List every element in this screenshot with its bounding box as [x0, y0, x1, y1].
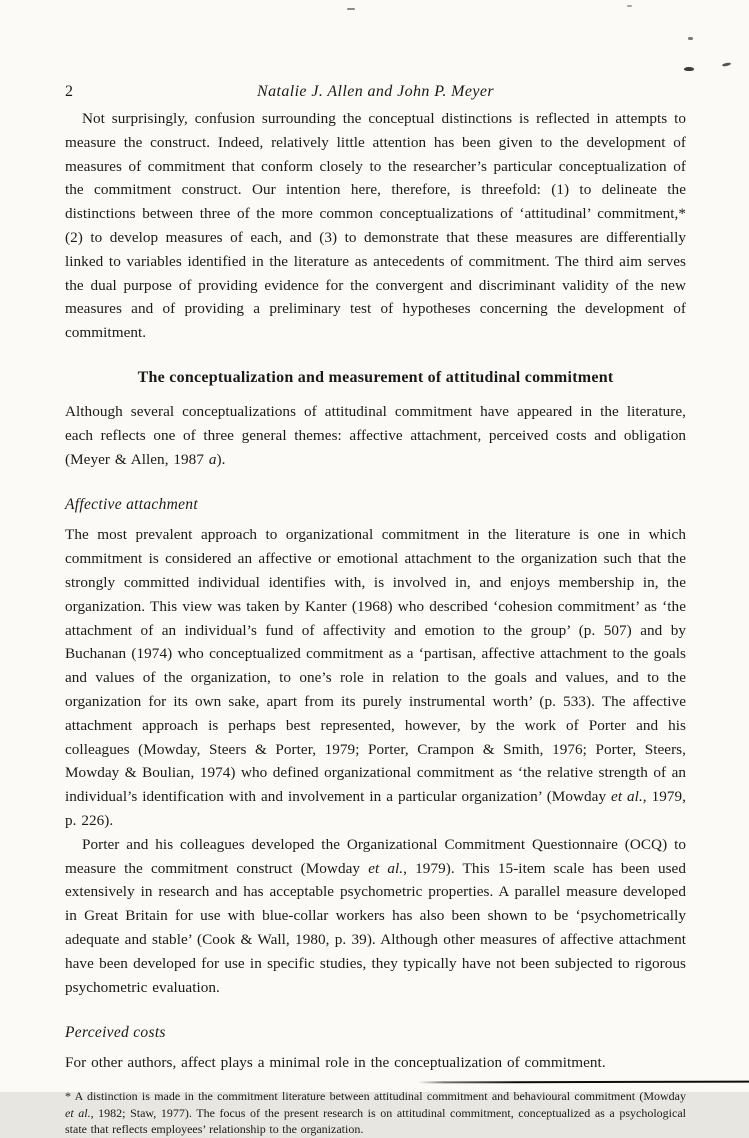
subheading-perceived-costs: Perceived costs [65, 1024, 166, 1042]
section-heading: The conceptualization and measurement of attitudinal commitment [137, 368, 614, 386]
scan-speck [688, 37, 693, 40]
scan-speck [684, 67, 694, 71]
scan-speck [627, 5, 632, 7]
footnote: * A distinction is made in the commitment literature between attitudinal commitment and behavioural commitment (Mowday et al., 1982; Staw, 1977). The focus of the present research is on attitudinal commitment, conceptualized as a psychological state that reflects employees’ relationship to the organization. [65, 1089, 686, 1137]
page-header [65, 0, 686, 102]
scan-edge-line [418, 1081, 749, 1084]
page-number: 2 [65, 83, 73, 100]
paragraph-overview: Although several conceptualizations of attitudinal commitment have appeared in the literature, each reflects one of three general themes: affective attachment, perceived costs and obligation (Meyer & Allen, 1987 a). [65, 402, 686, 468]
paragraph-intro: Not surprisingly, confusion surrounding the conceptual distinctions is reflected in attempts to measure the construct. Indeed, relatively little attention has been given to the development of measures of commitment that conform closely to the researcher’s particular conceptualization of the commitment construct. Our intention here, therefore, is threefold: (1) to delineate the distinctions between three of the more common conceptualizations of ‘attitudinal’ commitment,* (2) to develop measures of each, and (3) to demonstrate that these measures are differentially linked to variables identified in the literature as antecedents of commitment. The third aim serves the dual purpose of providing evidence for the convergent and discriminant validity of the new measures and of providing a preliminary test of hypotheses concerning the development of commitment. [65, 110, 686, 342]
running-head-title: Natalie J. Allen and John P. Meyer [257, 83, 494, 100]
subheading-affective-attachment: Affective attachment [65, 496, 198, 514]
paragraph-affective-1: The most prevalent approach to organizational commitment in the literature is one in which commitment is considered an affective or emotional attachment to the organization such that the strongly committed individual identifies with, is involved in, and enjoys membership in, the organization. This view was taken by Kanter (1968) who described ‘cohesion commitment’ as ‘the attachment of an individual’s fund of affectivity and emotion to the group’ (p. 507) and by Buchanan (1974) who conceptualized commitment as a ‘partisan, affective attachment to the goals and values of the organization, to one’s role in relation to the goals and values, and to the organization for its own sake, apart from its purely instrumental worth’ (p. 533). The affective attachment approach is perhaps best represented, however, by the work of Porter and his colleagues (Mowday, Steers & Porter, 1979; Porter, Crampon & Smith, 1976; Porter, Steers, Mowday & Boulian, 1974) who defined organizational commitment as ‘the relative strength of an individual’s identification with and involvement in a particular organization’ (Mowday et al., 1979, p. 226). [65, 526, 686, 829]
text-column [65, 0, 686, 1138]
scan-speck [722, 62, 731, 67]
scan-speck [347, 8, 355, 10]
paragraph-perceived: For other authors, affect plays a minimal role in the conceptualization of commitment. [65, 1054, 606, 1072]
paragraph-affective-2: Porter and his colleagues developed the Organizational Commitment Questionnaire (OCQ) to measure the commitment construct (Mowday et al., 1979). This 15-item scale has been used extensively in research and has acceptable psychometric properties. A parallel measure developed in Great Britain for use with blue-collar workers has also been shown to be ‘psychometrically adequate and stable’ (Cook & Wall, 1980, p. 39). Although other measures of affective attachment have been developed for use in specific studies, they typically have not been subjected to rigorous psychometric evaluation. [65, 835, 686, 996]
